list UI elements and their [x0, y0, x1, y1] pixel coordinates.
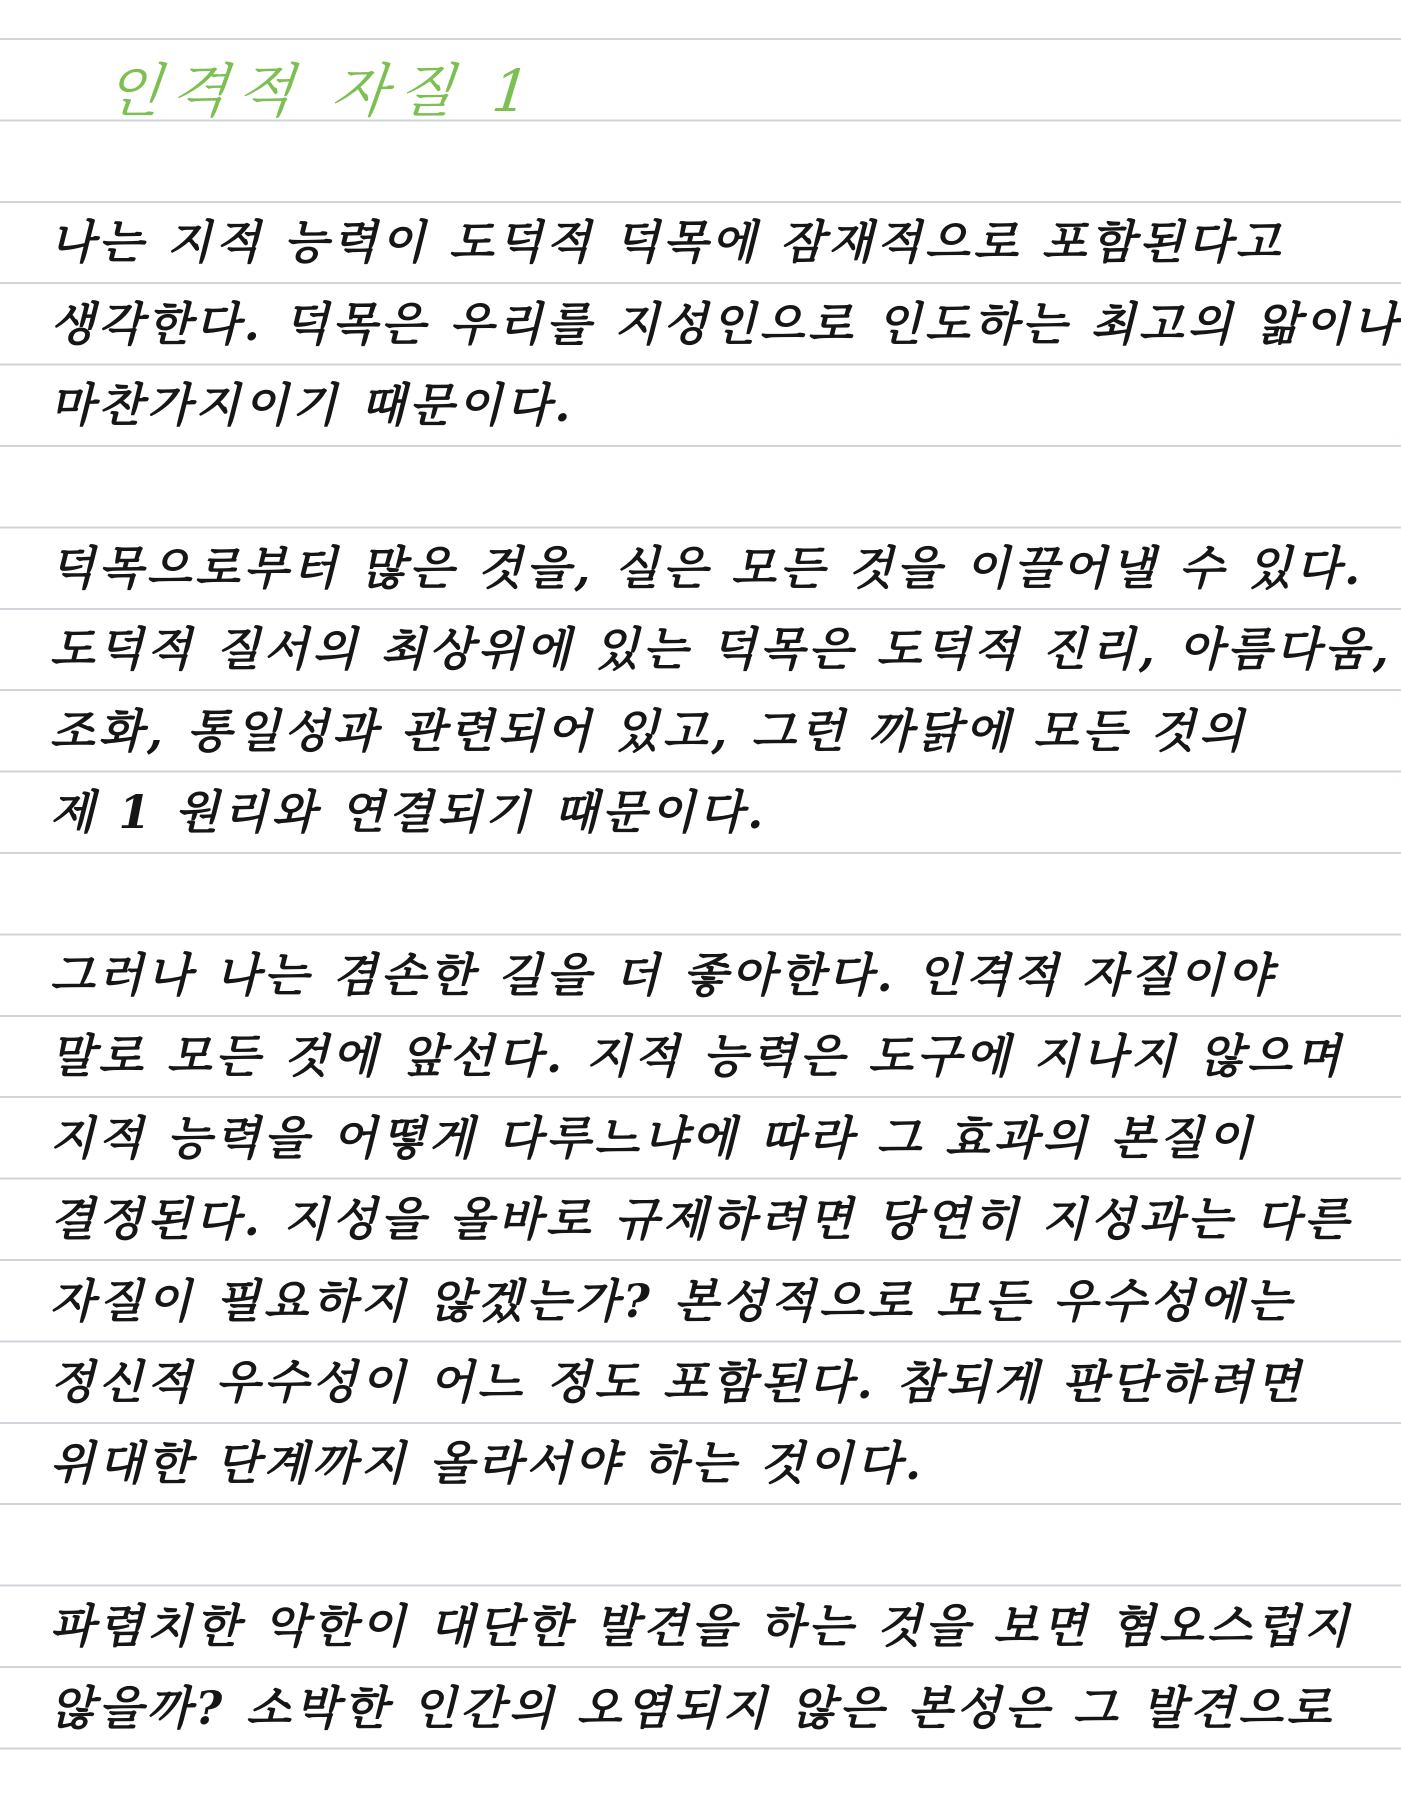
text-line: 조화, 통일성과 관련되어 있고, 그런 까닭에 모든 것의 — [50, 704, 1248, 758]
text-line: 위대한 단계까지 올라서야 하는 것이다. — [50, 1436, 926, 1490]
text-line: 파렴치한 악한이 대단한 발견을 하는 것을 보면 혐오스럽지 — [50, 1599, 1353, 1653]
text-line: 자질이 필요하지 않겠는가? 본성적으로 모든 우수성에는 — [50, 1274, 1296, 1328]
text-line: 그러나 나는 겸손한 길을 더 좋아한다. 인격적 자질이야 — [50, 948, 1276, 1002]
text-line: 결정된다. 지성을 올바로 규제하려면 당연히 지성과는 다른 — [50, 1192, 1353, 1246]
text-line: 제 1 원리와 연결되기 때문이다. — [50, 785, 768, 839]
text-line: 덕목으로부터 많은 것을, 실은 모든 것을 이끌어낼 수 있다. — [50, 541, 1365, 595]
text-line: 않을까? 소박한 인간의 오염되지 않은 본성은 그 발견으로 — [50, 1681, 1336, 1735]
text-line: 말로 모든 것에 앞선다. 지적 능력은 도구에 지나지 않으며 — [50, 1029, 1345, 1083]
text-line: 지적 능력을 어떻게 다루느냐에 따라 그 효과의 본질이 — [50, 1111, 1256, 1165]
text-line: 생각한다. 덕목은 우리를 지성인으로 인도하는 최고의 앎이나 — [50, 297, 1401, 351]
text-line: 마찬가지이기 때문이다. — [50, 378, 575, 432]
text-line: 도덕적 질서의 최상위에 있는 덕목은 도덕적 진리, 아름다움, — [50, 622, 1393, 676]
text-line: 나는 지적 능력이 도덕적 덕목에 잠재적으로 포함된다고 — [50, 215, 1285, 269]
page-title: 인격적 자질 1 — [101, 57, 543, 125]
text-line: 정신적 우수성이 어느 정도 포함된다. 참되게 판단하려면 — [50, 1355, 1305, 1409]
